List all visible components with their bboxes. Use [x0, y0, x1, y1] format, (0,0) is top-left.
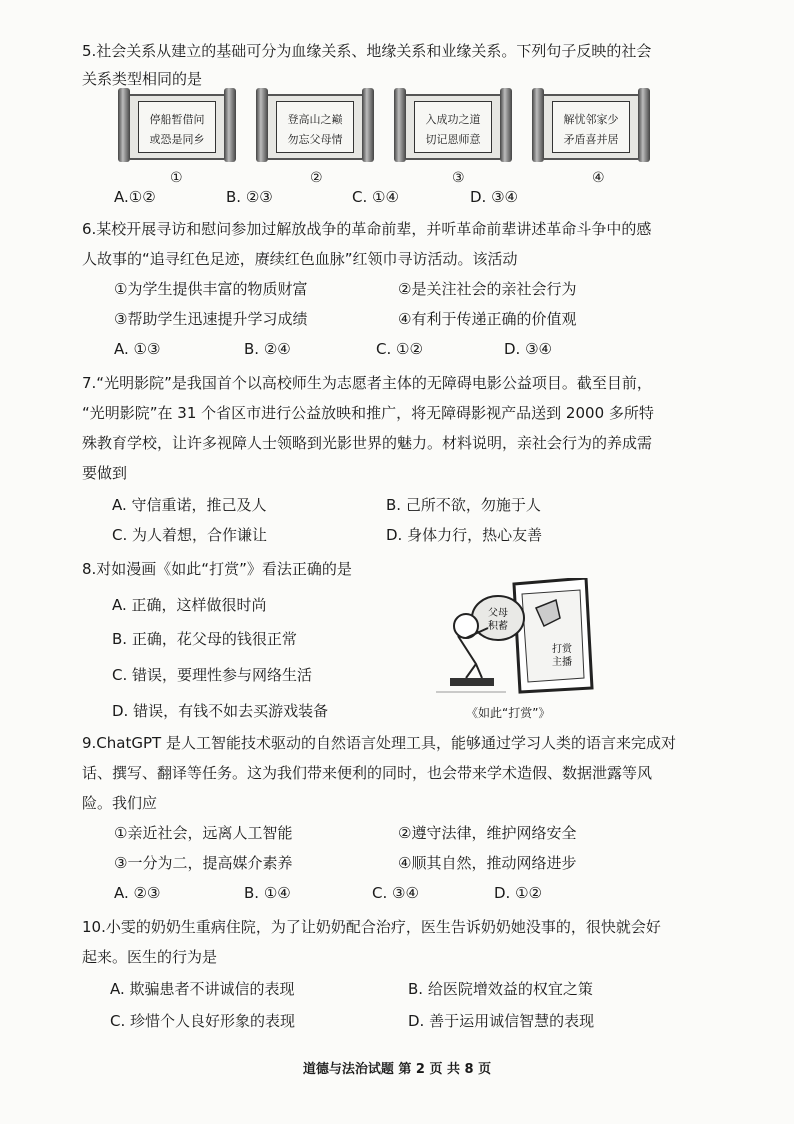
scroll-image-1	[118, 88, 236, 162]
q6-stem-line2: 人故事的“追寻红色足迹，赓续红色血脉”红领巾寻访活动。该活动	[82, 250, 518, 268]
q8-option-c: C. 错误，要理性参与网络生活	[112, 666, 313, 684]
scroll-1-line1: 停船暂借问	[149, 113, 205, 126]
q8-option-d: D. 错误，有钱不如去买游戏装备	[112, 702, 329, 720]
q6-item-1: ①为学生提供丰富的物质财富	[114, 280, 308, 298]
q10-option-c: C. 珍惜个人良好形象的表现	[110, 1012, 296, 1030]
scroll-3-line1: 入成功之道	[425, 113, 481, 126]
q6-item-4: ④有利于传递正确的价值观	[398, 310, 577, 328]
q6-option-d: D. ③④	[504, 340, 552, 358]
q6-option-c: C. ①②	[376, 340, 423, 358]
q9-option-d: D. ①②	[494, 884, 542, 902]
q10-stem-line2: 起来。医生的行为是	[82, 948, 218, 966]
scroll-1-line2: 或恐是同乡	[149, 133, 205, 146]
q6-item-2: ②是关注社会的亲社会行为	[398, 280, 577, 298]
q6-stem-line1: 6.某校开展寻访和慰问参加过解放战争的革命前辈，并听革命前辈讲述革命斗争中的感	[82, 220, 652, 238]
scroll-number-3: ③	[452, 170, 465, 186]
q5-stem-line1: 5.社会关系从建立的基础可分为血缘关系、地缘关系和业缘关系。下列句子反映的社会	[82, 42, 652, 60]
cartoon-bag-line2: 积蓄	[488, 621, 508, 632]
cartoon-bag-line1: 父母	[488, 608, 508, 619]
scroll-3-line2: 切记恩师意	[425, 133, 481, 146]
q6-option-a: A. ①③	[114, 340, 161, 358]
q10-option-d: D. 善于运用诚信智慧的表现	[408, 1012, 595, 1030]
q5-option-b: B. ②③	[226, 188, 273, 206]
q9-option-a: A. ②③	[114, 884, 161, 902]
scroll-2-line2: 勿忘父母情	[287, 133, 343, 146]
q10-option-b: B. 给医院增效益的权宜之策	[408, 980, 593, 998]
q9-stem-line2: 话、撰写、翻译等任务。这为我们带来便利的同时，也会带来学术造假、数据泄露等风	[82, 764, 653, 782]
scroll-number-4: ④	[592, 170, 605, 186]
q5-option-a: A.①②	[114, 188, 156, 206]
q5-stem-line2: 关系类型相同的是	[82, 70, 203, 88]
q9-item-4: ④顺其自然，推动网络进步	[398, 854, 577, 872]
scroll-4-line1: 解忧邻家少	[563, 113, 619, 126]
scroll-2-line1: 登高山之巅	[287, 113, 343, 126]
scroll-number-2: ②	[310, 170, 323, 186]
q7-stem-line2: “光明影院”在 31 个省区市进行公益放映和推广，将无障碍影视产品送到 2000 多所特	[82, 404, 654, 422]
scroll-image-2	[256, 88, 374, 162]
q8-option-b: B. 正确，花父母的钱很正常	[112, 630, 297, 648]
cartoon-illustration	[436, 578, 596, 696]
q8-option-a: A. 正确，这样做很时尚	[112, 596, 267, 614]
q7-stem-line1: 7.“光明影院”是我国首个以高校师生为志愿者主体的无障碍电影公益项目。截至目前，	[82, 374, 652, 392]
scroll-number-1: ①	[170, 170, 183, 186]
q9-option-c: C. ③④	[372, 884, 419, 902]
q7-option-d: D. 身体力行，热心友善	[386, 526, 543, 544]
q5-option-c: C. ①④	[352, 188, 399, 206]
q7-stem-line3: 殊教育学校，让许多视障人士领略到光影世界的魅力。材料说明，亲社会行为的养成需	[82, 434, 653, 452]
q6-option-b: B. ②④	[244, 340, 291, 358]
q7-option-a: A. 守信重诺，推己及人	[112, 496, 267, 514]
q9-option-b: B. ①④	[244, 884, 291, 902]
q6-item-3: ③帮助学生迅速提升学习成绩	[114, 310, 308, 328]
q8-stem: 8.对如漫画《如此“打赏”》看法正确的是	[82, 560, 352, 578]
q5-option-d: D. ③④	[470, 188, 518, 206]
scroll-image-4	[532, 88, 650, 162]
q9-item-2: ②遵守法律，维护网络安全	[398, 824, 577, 842]
q9-stem-line3: 险。我们应	[82, 794, 158, 812]
q10-option-a: A. 欺骗患者不讲诚信的表现	[110, 980, 295, 998]
q7-stem-line4: 要做到	[82, 464, 128, 482]
scroll-image-3	[394, 88, 512, 162]
q10-stem-line1: 10.小雯的奶奶生重病住院，为了让奶奶配合治疗，医生告诉奶奶她没事的，很快就会好	[82, 918, 661, 936]
cartoon-caption: 《如此“打赏”》	[466, 706, 551, 720]
scroll-4-line2: 矛盾喜并居	[563, 133, 619, 146]
q7-option-b: B. 己所不欲，勿施于人	[386, 496, 541, 514]
page-footer: 道德与法治试题 第 2 页 共 8 页	[302, 1062, 492, 1077]
q9-item-1: ①亲近社会，远离人工智能	[114, 824, 293, 842]
q9-item-3: ③一分为二，提高媒介素养	[114, 854, 293, 872]
q9-stem-line1: 9.ChatGPT 是人工智能技术驱动的自然语言处理工具，能够通过学习人类的语言来完成对	[82, 734, 676, 752]
q7-option-c: C. 为人着想，合作谦让	[112, 526, 268, 544]
cartoon-screen-line1: 打赏	[552, 644, 572, 655]
cartoon-screen-line2: 主播	[552, 657, 572, 668]
